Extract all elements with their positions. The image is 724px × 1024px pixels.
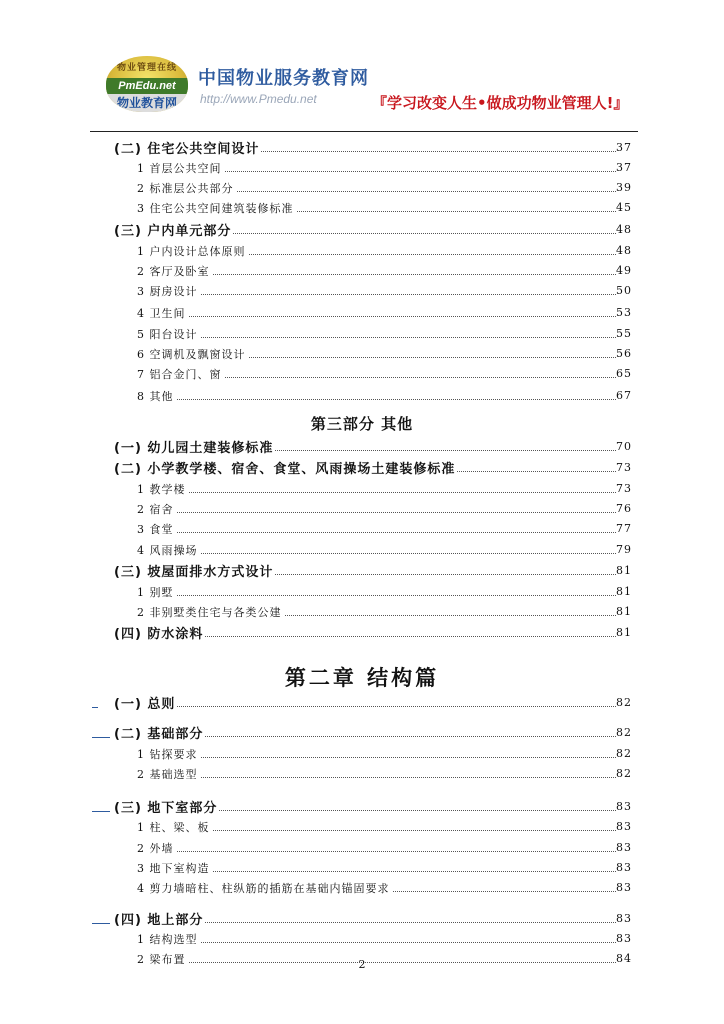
toc-leader-dots [137, 315, 616, 317]
toc-entry-page: 65 [616, 367, 632, 380]
toc-entry-subsection[interactable] [0, 602, 724, 620]
toc-entry-subsection[interactable] [0, 929, 724, 947]
site-url: http://www.Pmedu.net [200, 92, 317, 106]
toc-entry-label: 1 教学楼 [137, 483, 186, 496]
toc-entry-page: 81 [616, 585, 632, 598]
toc-entry-page: 83 [616, 800, 632, 813]
logo-band-text: PmEdu.net [106, 78, 188, 94]
toc-entry-page: 49 [616, 264, 632, 277]
toc-entry-page: 82 [616, 696, 632, 709]
toc-entry-subsection[interactable] [0, 178, 724, 196]
toc-entry-label: 1 户内设计总体原则 [137, 245, 246, 258]
toc-entry-page: 53 [616, 306, 632, 319]
toc-entry-subsection[interactable] [0, 878, 724, 896]
toc-leader-dots [137, 511, 616, 513]
toc-entry-label: 8 其他 [137, 390, 174, 403]
toc-entry-label: (一) 总则 [114, 693, 177, 712]
toc-entry-subsection[interactable] [0, 281, 724, 299]
toc-leader-dots [137, 941, 616, 943]
toc-entry-label: 4 剪力墙暗柱、柱纵筋的插筋在基础内锚固要求 [137, 882, 390, 895]
toc-entry-label: (四) 防水涂料 [114, 623, 205, 642]
edit-mark [92, 811, 110, 812]
toc-entry-subsection[interactable] [0, 838, 724, 856]
toc-entry-page: 37 [616, 161, 632, 174]
toc-entry-subsection[interactable] [0, 386, 724, 404]
toc-entry-label: 3 住宅公共空间建筑装修标准 [137, 202, 294, 215]
page-header [0, 0, 724, 132]
edit-mark [92, 707, 98, 708]
toc-entry-page: 50 [616, 284, 632, 297]
toc-leader-dots [137, 756, 616, 758]
toc-entry-page: 37 [616, 141, 632, 154]
toc-entry-label: 2 外墙 [137, 842, 174, 855]
toc-entry-label: 3 地下室构造 [137, 862, 210, 875]
toc-leader-dots [137, 850, 616, 852]
slogan: 『学习改变人生•做成功物业管理人!』 [372, 94, 629, 112]
toc-entry-page: 81 [616, 564, 632, 577]
toc-entry-label: 4 风雨操场 [137, 544, 198, 557]
toc-entry-subsection[interactable] [0, 344, 724, 362]
toc-entry-label: 6 空调机及飘窗设计 [137, 348, 246, 361]
toc-entry-section[interactable] [0, 797, 724, 815]
toc-entry-label: 2 基础选型 [137, 768, 198, 781]
toc-entry-page: 81 [616, 605, 632, 618]
toc-entry-label: (一) 幼儿园土建装修标准 [114, 437, 275, 456]
toc-entry-section[interactable] [0, 623, 724, 641]
toc-leader-dots [137, 552, 616, 554]
toc-entry-page: 48 [616, 244, 632, 257]
toc-leader-dots [137, 531, 616, 533]
toc-entry-section[interactable] [0, 220, 724, 238]
toc-leader-dots [137, 776, 616, 778]
logo-top-text: 物业管理在线 [116, 63, 177, 73]
toc-leader-dots [137, 594, 616, 596]
toc-entry-page: 84 [616, 952, 632, 965]
toc-entry-page: 83 [616, 881, 632, 894]
toc-entry-label: 7 铝合金门、窗 [137, 368, 222, 381]
toc-entry-label: 2 标准层公共部分 [137, 182, 234, 195]
site-name: 中国物业服务教育网 [198, 68, 369, 89]
toc-entry-label: 3 食堂 [137, 523, 174, 536]
toc-entry-label: 3 厨房设计 [137, 285, 198, 298]
toc-entry-label: (二) 小学教学楼、宿舍、食堂、风雨操场土建装修标准 [114, 458, 457, 477]
toc-leader-dots [137, 293, 616, 295]
chapter-two-heading: 第二章 结构篇 [284, 666, 440, 690]
toc-entry-page: 67 [616, 389, 632, 402]
toc-entry-label: 1 钻探要求 [137, 748, 198, 761]
toc-entry-label: 4 卫生间 [137, 307, 186, 320]
toc-entry-subsection[interactable] [0, 261, 724, 279]
toc-entry-subsection[interactable] [0, 324, 724, 342]
toc-entry-label: 1 首层公共空间 [137, 162, 222, 175]
part-three-heading: 第三部分 其他 [310, 415, 414, 433]
toc-entry-page: 82 [616, 747, 632, 760]
toc-entry-page: 82 [616, 767, 632, 780]
toc-entry-section[interactable] [0, 138, 724, 156]
toc-entry-subsection[interactable] [0, 858, 724, 876]
toc-entry-label: 5 阳台设计 [137, 328, 198, 341]
toc-entry-label: (二) 住宅公共空间设计 [114, 138, 261, 157]
edit-mark [92, 737, 110, 738]
edit-mark [92, 923, 110, 924]
toc-entry-page: 39 [616, 181, 632, 194]
toc-entry-label: 2 梁布置 [137, 953, 186, 966]
toc-entry-subsection[interactable] [0, 479, 724, 497]
header-divider [90, 131, 638, 132]
toc-entry-page: 79 [616, 543, 632, 556]
toc-entry-page: 81 [616, 626, 632, 639]
toc-entry-label: 2 非别墅类住宅与各类公建 [137, 606, 282, 619]
toc-entry-section[interactable] [0, 458, 724, 476]
toc-entry-page: 45 [616, 201, 632, 214]
toc-entry-section[interactable] [0, 909, 724, 927]
toc-leader-dots [137, 398, 616, 400]
toc-entry-label: 2 客厅及卧室 [137, 265, 210, 278]
toc-entry-subsection[interactable] [0, 764, 724, 782]
site-logo[interactable] [106, 56, 188, 112]
toc-entry-subsection[interactable] [0, 540, 724, 558]
toc-entry-subsection[interactable] [0, 198, 724, 216]
toc-entry-page: 83 [616, 861, 632, 874]
toc-entry-page: 73 [616, 482, 632, 495]
toc-entry-page: 83 [616, 820, 632, 833]
toc-entry-page: 83 [616, 841, 632, 854]
toc-entry-page: 83 [616, 932, 632, 945]
toc-entry-page: 73 [616, 461, 632, 474]
toc-entry-subsection[interactable] [0, 519, 724, 537]
toc-entry-label: (三) 户内单元部分 [114, 220, 233, 239]
toc-entry-section[interactable] [0, 437, 724, 455]
toc-entry-subsection[interactable] [0, 364, 724, 382]
toc-entry-label: (三) 地下室部分 [114, 797, 219, 816]
toc-entry-label: 1 柱、梁、板 [137, 821, 210, 834]
toc-entry-label: 1 结构选型 [137, 933, 198, 946]
toc-entry-section[interactable] [0, 561, 724, 579]
toc-entry-subsection[interactable] [0, 303, 724, 321]
toc-leader-dots [114, 705, 616, 707]
toc-leader-dots [137, 491, 616, 493]
toc-entry-label: (三) 坡屋面排水方式设计 [114, 561, 275, 580]
page-number: 2 [358, 958, 366, 971]
logo-bottom-text: 物业教育网 [106, 94, 188, 112]
toc-entry-subsection[interactable] [0, 241, 724, 259]
toc-entry-label: (四) 地上部分 [114, 909, 205, 928]
toc-entry-section[interactable] [0, 693, 724, 711]
toc-entry-page: 56 [616, 347, 632, 360]
toc-entry-label: (二) 基础部分 [114, 723, 205, 742]
toc-entry-subsection[interactable] [0, 744, 724, 762]
toc-entry-page: 70 [616, 440, 632, 453]
toc-entry-page: 77 [616, 522, 632, 535]
toc-entry-page: 76 [616, 502, 632, 515]
toc-entry-page: 82 [616, 726, 632, 739]
toc-entry-subsection[interactable] [0, 817, 724, 835]
toc-leader-dots [137, 336, 616, 338]
toc-entry-label: 1 别墅 [137, 586, 174, 599]
toc-entry-subsection[interactable] [0, 158, 724, 176]
toc-entry-label: 2 宿舍 [137, 503, 174, 516]
toc-entry-section[interactable] [0, 723, 724, 741]
toc-entry-page: 48 [616, 223, 632, 236]
toc-entry-page: 55 [616, 327, 632, 340]
toc-entry-page: 83 [616, 912, 632, 925]
toc-entry-subsection[interactable] [0, 499, 724, 517]
toc-entry-subsection[interactable] [0, 582, 724, 600]
